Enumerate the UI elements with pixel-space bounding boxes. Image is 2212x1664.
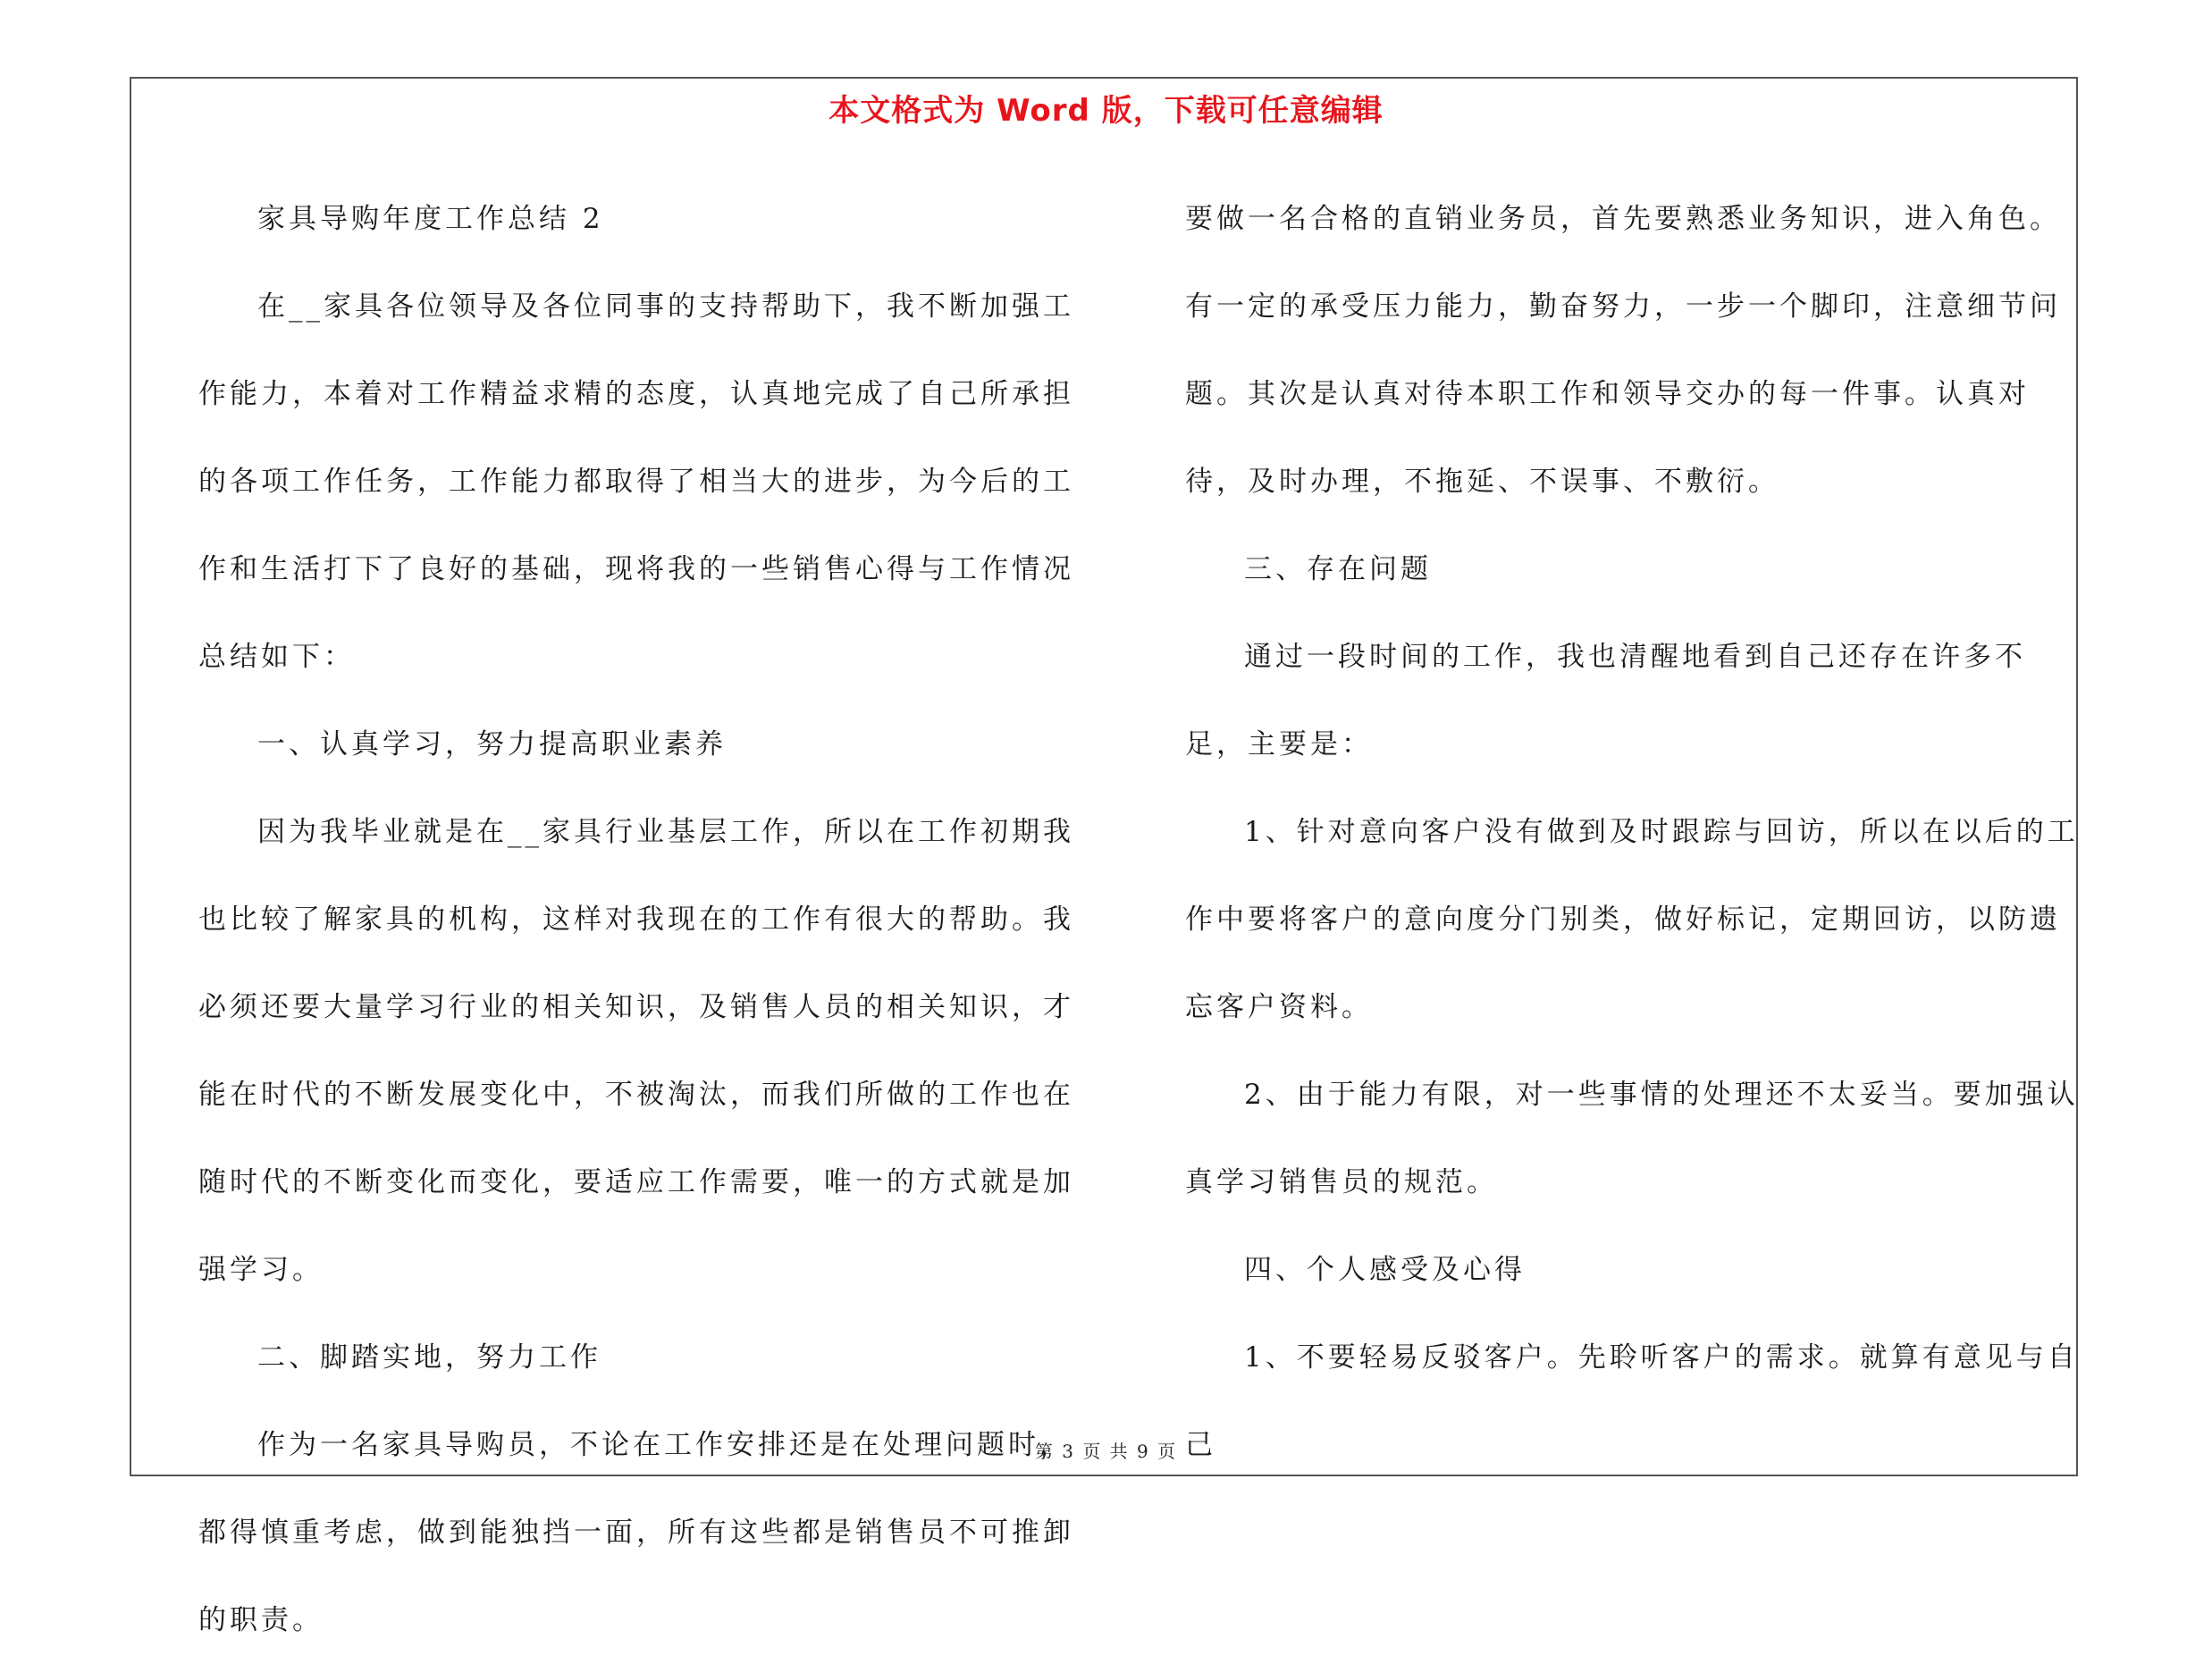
heading-section-3: 三、存在问题 <box>1244 553 1432 585</box>
list-item-2: 2、由于能力有限，对一些事情的处理还不太妥当。要加强认真学习销售员的规范。 <box>1185 1079 2079 1198</box>
right-column <box>1185 175 2088 1489</box>
list-item-1: 1、针对意向客户没有做到及时跟踪与回访，所以在以后的工作中要将客户的意向度分门别类，做好标记，定期回访，以防遗忘客户资料。 <box>1185 816 2079 1023</box>
paragraph-section-2-cont: 要做一名合格的直销业务员，首先要熟悉业务知识，进入角色。有一定的承受压力能力，勤奋努力，一步一个脚印，注意细节问题。其次是认真对待本职工作和领导交办的每一件事。认真对待，及时办理，不拖延、不误事、不敷衍。 <box>1185 203 2061 498</box>
paragraph-intro: 在__家具各位领导及各位同事的支持帮助下，我不断加强工作能力，本着对工作精益求精的态度，认真地完成了自己所承担的各项工作任务，工作能力都取得了相当大的进步，为今后的工作和生活打下了良好的基础，现将我的一些销售心得与工作情况总结如下： <box>198 290 1074 673</box>
paragraph-section-4-item-1: 1、不要轻易反驳客户。先聆听客户的需求。就算有意见与自己 <box>1185 1341 2079 1461</box>
format-banner: 本文格式为 Word 版，下载可任意编辑 <box>828 93 1384 129</box>
paragraph-section-1: 因为我毕业就是在__家具行业基层工作，所以在工作初期我也比较了解家具的机构，这样对我现在的工作有很大的帮助。我必须还要大量学习行业的相关知识，及销售人员的相关知识，才能在时代的不断发展变化中，不被淘汰，而我们所做的工作也在随时代的不断变化而变化，要适应工作需要，唯一的方式就是加强学习。 <box>198 816 1074 1286</box>
heading-section-4: 四、个人感受及心得 <box>1244 1254 1526 1286</box>
heading-section-2: 二、脚踏实地，努力工作 <box>257 1341 601 1374</box>
heading-section-1: 一、认真学习，努力提高职业素养 <box>257 728 727 761</box>
page-number: 第 3 页 共 9 页 <box>1034 1441 1178 1462</box>
paragraph-title: 家具导购年度工作总结 2 <box>257 203 604 235</box>
paragraph-section-2: 作为一名家具导购员，不论在工作安排还是在处理问题时，都得慎重考虑，做到能独挡一面，所有这些都是销售员不可推卸的职责。 <box>198 1429 1074 1636</box>
paragraph-section-3-intro: 通过一段时间的工作，我也清醒地看到自己还存在许多不足，主要是： <box>1185 641 2026 761</box>
